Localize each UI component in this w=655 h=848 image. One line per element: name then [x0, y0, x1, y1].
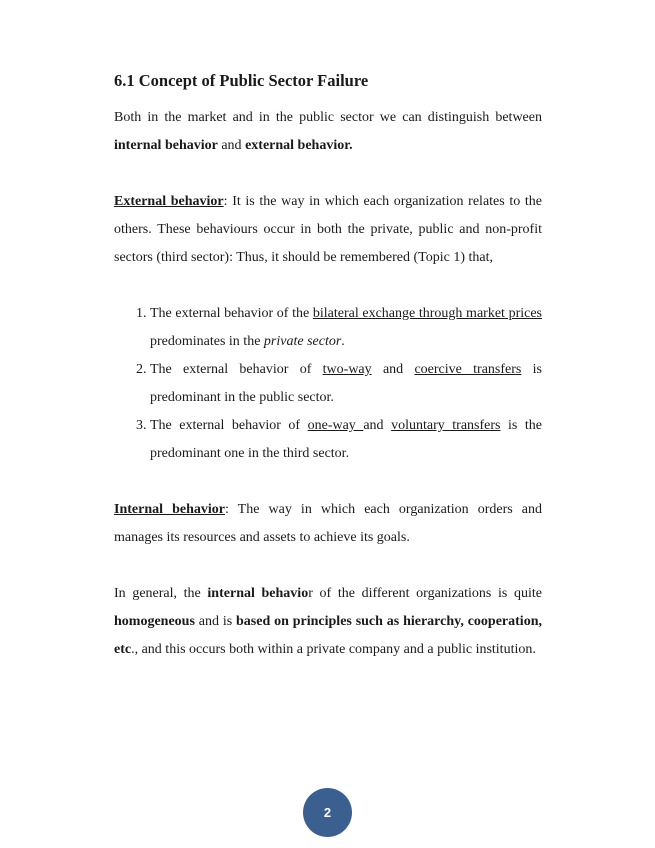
- intro-text-2: and: [217, 138, 246, 153]
- list-text: is the predominant one in the third sector.: [150, 418, 542, 461]
- spacer: [114, 160, 542, 188]
- list-text: .: [341, 334, 345, 349]
- list-item: [150, 300, 542, 356]
- spacer: [114, 552, 542, 580]
- list-text: predominates in the: [150, 334, 264, 349]
- internal-behavior-text: : The way in which each organization orders and manages its resources and assets to achieve its goals.: [114, 502, 542, 545]
- list-text: The external behavior of the: [150, 306, 313, 321]
- external-behavior-paragraph: [114, 188, 542, 272]
- list-item: [150, 412, 542, 468]
- internal-behavior-term: Internal behavior: [114, 502, 225, 517]
- list-underlined: one-way: [307, 418, 364, 433]
- internal-behavior-paragraph: [114, 496, 542, 552]
- spacer: [114, 272, 542, 300]
- external-behavior-term: External behavior: [114, 194, 224, 209]
- general-text: r of the different organizations is quite: [308, 586, 542, 601]
- list-text: The external behavior of: [150, 418, 308, 433]
- list-text: is predominant in the public sector.: [150, 362, 542, 405]
- intro-text-1: Both in the market and in the public sector we can distinguish between: [114, 110, 542, 125]
- general-text: ., and this occurs both within a private company and a public institution.: [131, 642, 536, 657]
- intro-bold-internal: internal behavior: [114, 138, 218, 153]
- behavior-list: [114, 300, 542, 468]
- list-underlined: two-way: [322, 362, 372, 377]
- list-italic: private sector: [263, 334, 342, 349]
- list-underlined: voluntary transfers: [391, 418, 501, 433]
- general-text: In general, the: [114, 586, 208, 601]
- document-page: [114, 70, 542, 664]
- list-item: [150, 356, 542, 412]
- intro-bold-external: external behavior.: [245, 138, 353, 153]
- general-text: and is: [194, 614, 237, 629]
- section-heading: 6.1 Concept of Public Sector Failure: [114, 71, 369, 90]
- list-text: and: [363, 418, 392, 433]
- list-underlined: bilateral exchange through market prices: [312, 306, 543, 321]
- external-behavior-text: : It is the way in which each organization relates to the others. These behaviours occur in both the private, public and non-profit sectors (third sector): Thus, it should be remembered (Topic 1) that,: [114, 194, 542, 265]
- general-paragraph: [114, 580, 542, 664]
- page-number-badge: 2: [303, 788, 352, 837]
- general-bold: internal behavio: [207, 586, 309, 601]
- intro-paragraph: [114, 104, 542, 160]
- list-underlined: coercive transfers: [414, 362, 522, 377]
- general-bold: based on principles such as hierarchy, cooperation, etc: [114, 614, 542, 657]
- list-text: The external behavior of: [150, 362, 323, 377]
- spacer: [114, 468, 542, 496]
- general-bold: homogeneous: [114, 614, 195, 629]
- list-text: and: [371, 362, 415, 377]
